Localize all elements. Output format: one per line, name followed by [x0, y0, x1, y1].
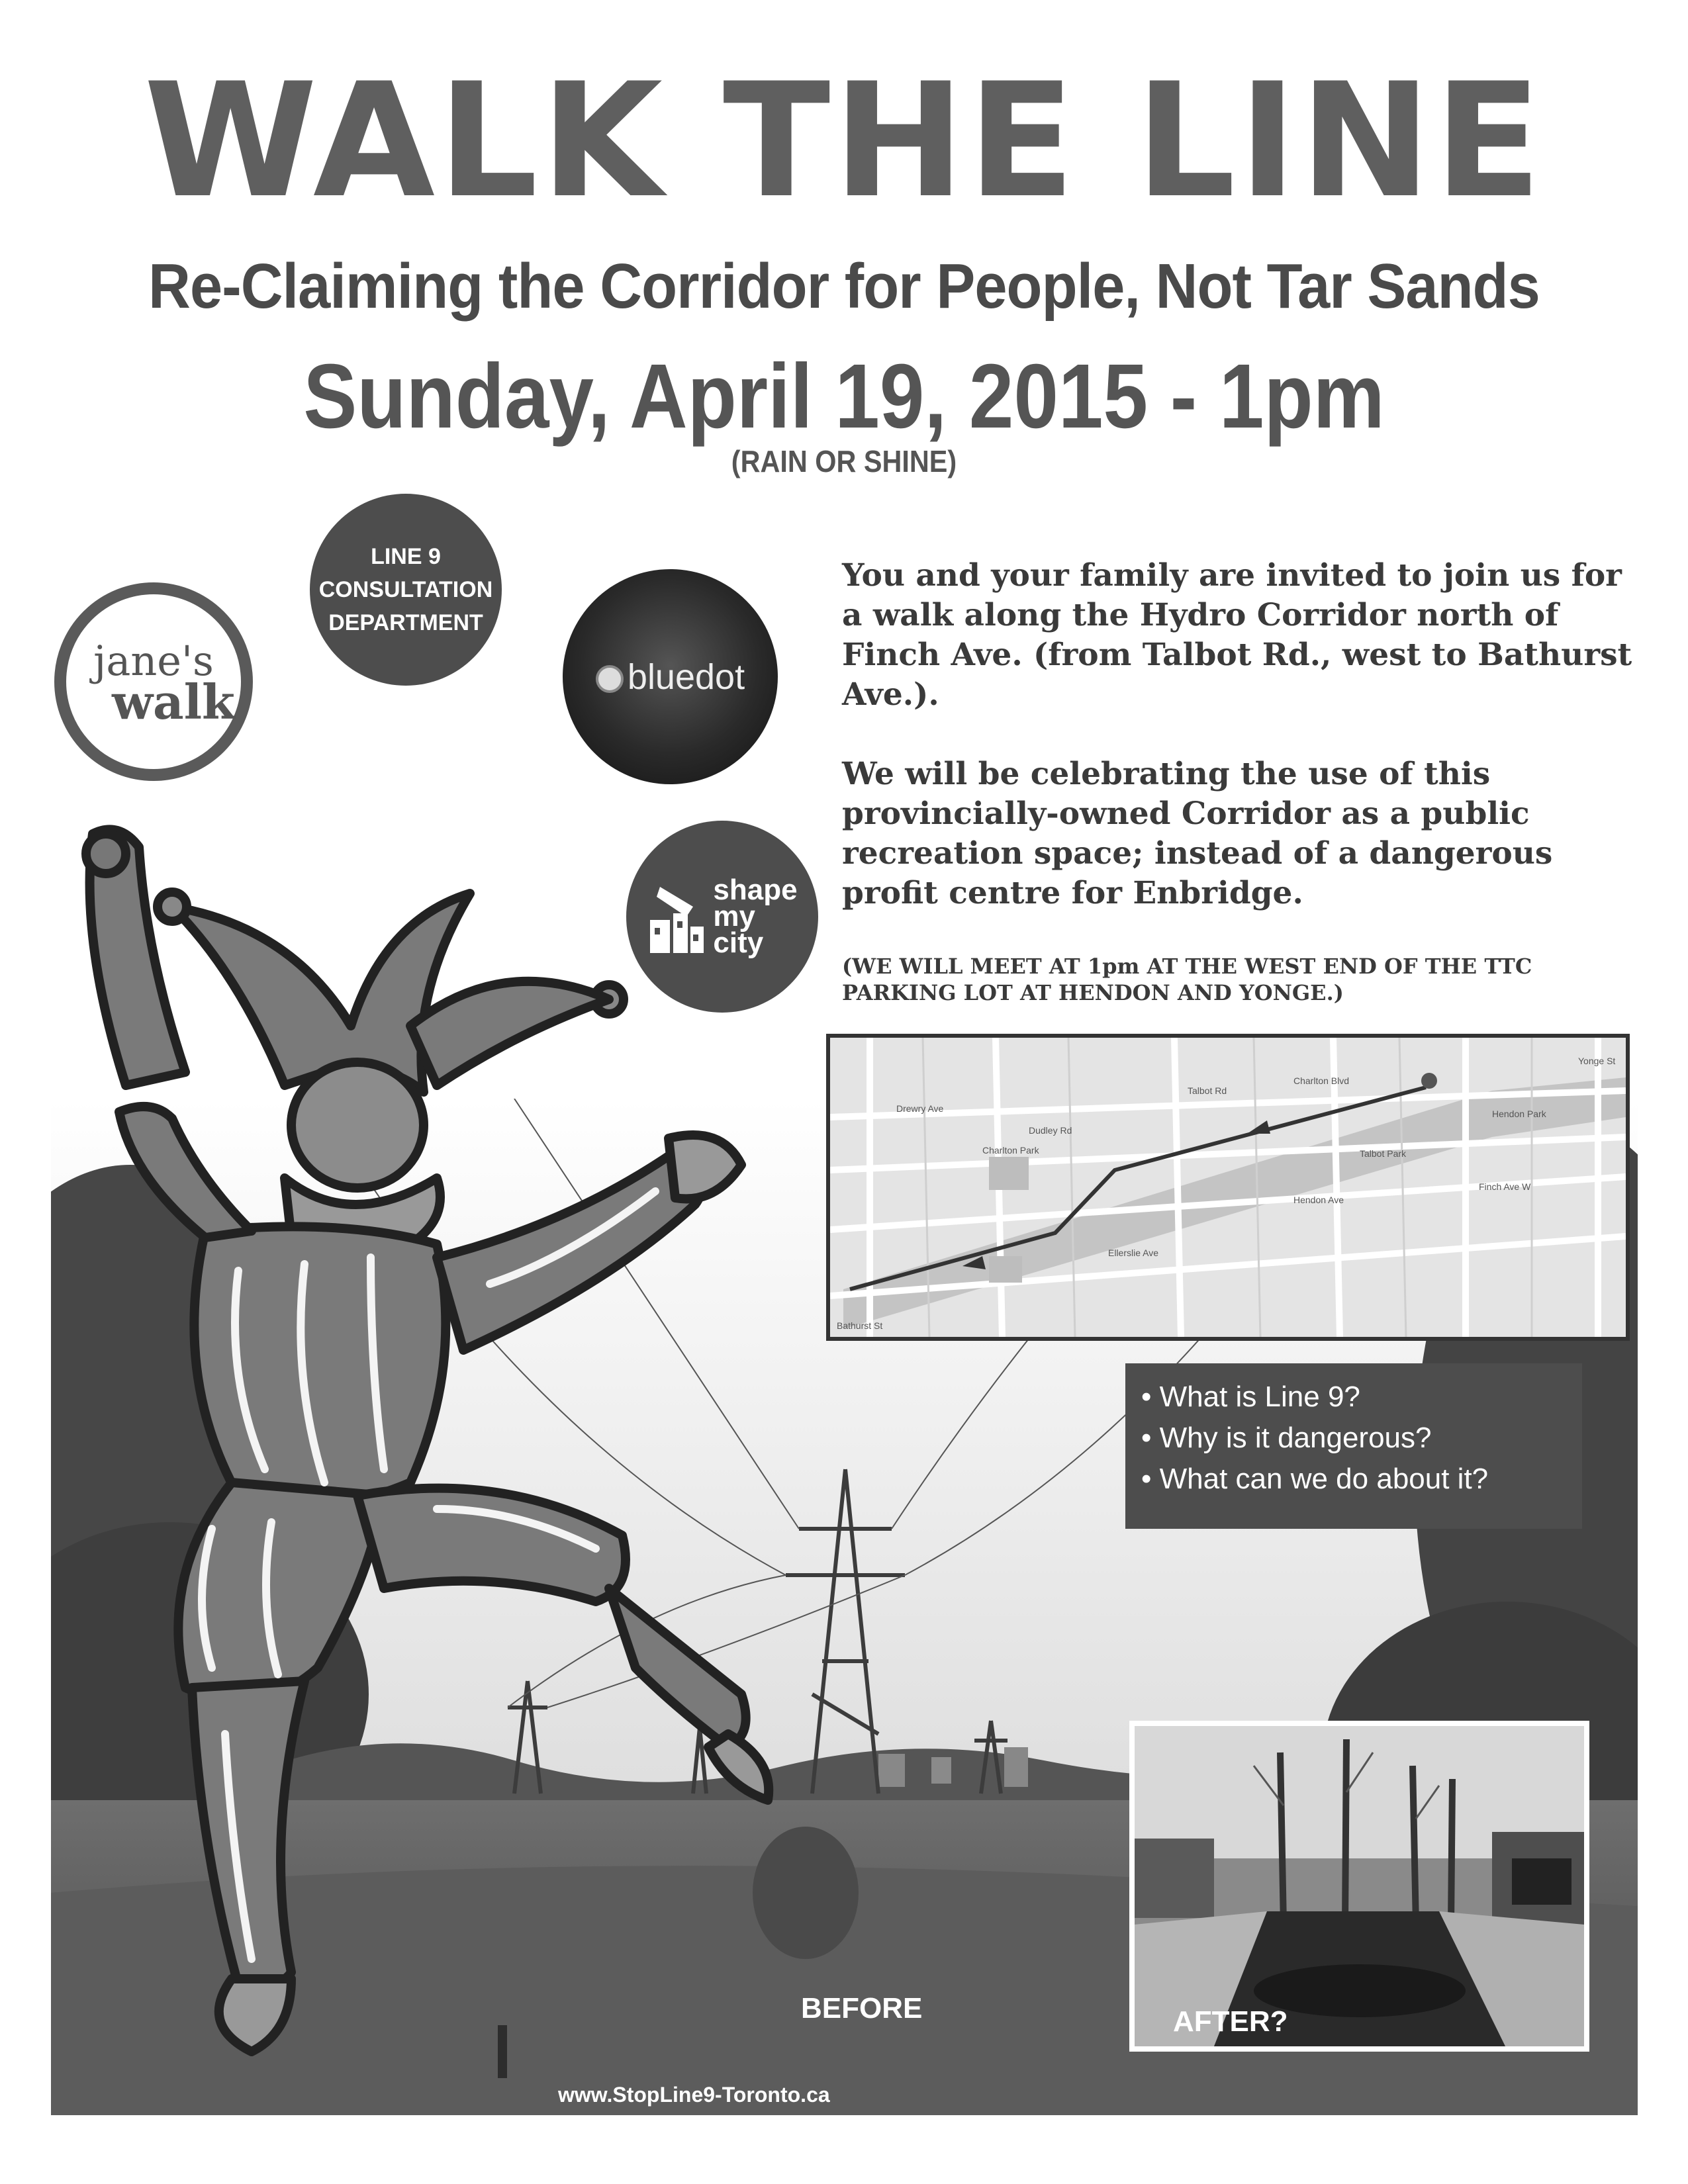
- map-pin-icon: [1421, 1073, 1437, 1089]
- poster-subtitle: Re-Claiming the Corridor for People, Not Tar Sands: [148, 251, 1540, 322]
- janes-walk-logo-line1: jane's: [93, 637, 214, 685]
- line9-badge-line3: DEPARTMENT: [328, 610, 483, 635]
- shape-my-city-line2: my: [713, 900, 755, 933]
- after-label: AFTER?: [1173, 2005, 1288, 2038]
- shape-my-city-logo: [626, 821, 818, 1013]
- invitation-text: [842, 556, 1650, 953]
- after-photo: [1129, 1721, 1589, 2052]
- map-label: Yonge St: [1578, 1056, 1616, 1066]
- invitation-paragraph-2: We will be celebrating the use of this provincially-owned Corridor as a public recreation space; instead of a dangerous profit centre for Enbridge.: [842, 756, 1553, 911]
- bluedot-dot-icon: [596, 665, 624, 693]
- event-date: Sunday, April 19, 2015 - 1pm: [303, 345, 1385, 447]
- map-label: Dudley Rd: [1029, 1125, 1072, 1136]
- map-label: Hendon Park: [1492, 1109, 1546, 1119]
- bluedot-logo: [563, 569, 778, 784]
- weather-note: (RAIN OR SHINE): [731, 444, 957, 478]
- map-label: Drewry Ave: [896, 1103, 944, 1114]
- poster-title: WALK THE LINE: [144, 50, 1544, 233]
- map-label: Charlton Blvd: [1293, 1075, 1350, 1086]
- oil-spill-photo-image: [1135, 1726, 1584, 2046]
- route-map-image: [830, 1038, 1626, 1337]
- map-label: Bathurst St: [837, 1320, 883, 1331]
- map-label: Talbot Rd: [1188, 1085, 1227, 1096]
- line9-badge-line1: LINE 9: [371, 544, 441, 569]
- route-map: [826, 1034, 1630, 1341]
- shape-my-city-line1: shape: [713, 874, 798, 906]
- city-buildings-icon: [647, 880, 706, 953]
- map-label: Finch Ave W: [1479, 1181, 1531, 1192]
- map-label: Charlton Park: [982, 1145, 1039, 1156]
- meeting-point-note: (WE WILL MEET AT 1pm AT THE WEST END OF THE TTC PARKING LOT AT HENDON AND YONGE.): [842, 954, 1532, 1005]
- question-item: • What can we do about it?: [1141, 1463, 1489, 1495]
- janes-walk-logo-line2: walk: [112, 674, 235, 730]
- footer-url[interactable]: www.StopLine9-Toronto.ca: [558, 2083, 830, 2107]
- questions-box: [1125, 1363, 1582, 1529]
- question-item: • What is Line 9?: [1141, 1381, 1360, 1413]
- line9-consultation-badge: [310, 494, 502, 686]
- line9-badge-line2: CONSULTATION: [318, 577, 493, 602]
- map-label: Talbot Park: [1360, 1148, 1407, 1159]
- janes-walk-logo: [54, 582, 253, 781]
- question-item: • Why is it dangerous?: [1141, 1422, 1432, 1454]
- invitation-paragraph-1: You and your family are invited to join us for a walk along the Hydro Corridor north of Finch Ave. (from Talbot Rd., west to Bathurst Ave.).: [842, 557, 1632, 713]
- shape-my-city-line3: city: [713, 927, 764, 959]
- map-label: Ellerslie Ave: [1108, 1248, 1159, 1258]
- map-label: Hendon Ave: [1293, 1195, 1344, 1205]
- bluedot-logo-text: bluedot: [627, 657, 745, 697]
- before-label: BEFORE: [801, 1992, 923, 2025]
